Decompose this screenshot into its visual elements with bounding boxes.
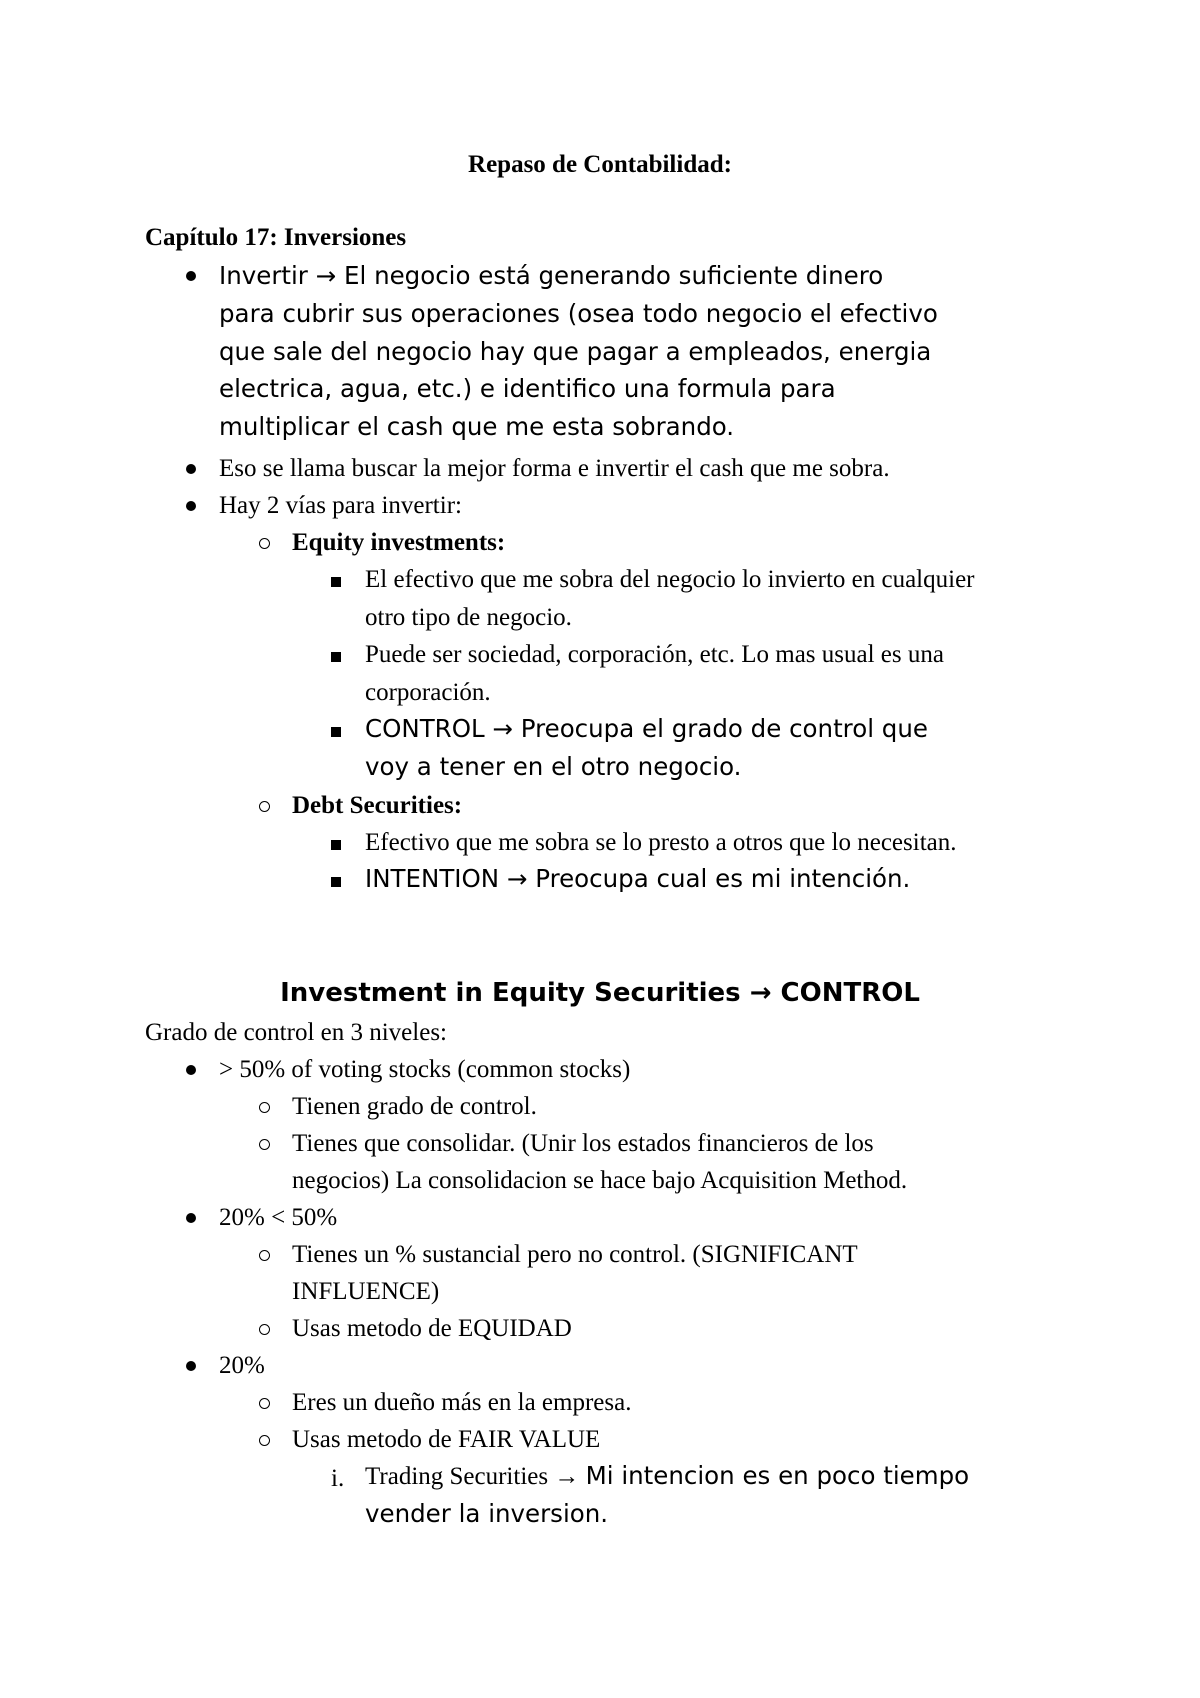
bullet-dot	[186, 1213, 196, 1223]
equity-item-line: corporación.	[365, 679, 491, 706]
level-detail: INFLUENCE)	[292, 1278, 440, 1305]
level-label: 20%	[219, 1352, 265, 1379]
bullet-square	[331, 727, 341, 737]
section-intro: Grado de control en 3 niveles:	[145, 1019, 447, 1046]
equity-item-line: otro tipo de negocio.	[365, 604, 572, 631]
bullet-circle	[259, 1250, 270, 1261]
bullet-circle	[259, 1139, 270, 1150]
bullet-square	[331, 652, 341, 662]
document-title: Repaso de Contabilidad:	[468, 151, 732, 178]
level-detail: Tienes un % sustancial pero no control. (SIGNIFICANT	[292, 1241, 858, 1268]
debt-heading: Debt Securities:	[292, 792, 463, 819]
bullet-square	[331, 877, 341, 887]
intro-line-2: para cubrir sus operaciones (osea todo negocio el efectivo	[219, 299, 938, 328]
intro-line-4: electrica, agua, etc.) e identifico una formula para	[219, 374, 836, 403]
bullet-dot	[186, 501, 196, 511]
trading-securities-line	[365, 1461, 970, 1490]
intro-line-3: que sale del negocio hay que pagar a empleados, energia	[219, 337, 932, 366]
section-title: Investment in Equity Securities → CONTROL	[280, 978, 920, 1008]
level-detail: Usas metodo de FAIR VALUE	[292, 1426, 601, 1453]
bullet-circle	[259, 801, 270, 812]
bullet-dot	[186, 271, 196, 281]
bullet-circle	[259, 1324, 270, 1335]
intro-line-1: Invertir → El negocio está generando suficiente dinero	[219, 261, 884, 290]
trading-securities-line-2: vender la inversion.	[365, 1499, 609, 1528]
bullet-text: Hay 2 vías para invertir:	[219, 492, 462, 519]
bullet-square	[331, 840, 341, 850]
bullet-dot	[186, 1361, 196, 1371]
level-label: 20% < 50%	[219, 1204, 338, 1231]
bullet-dot	[186, 464, 196, 474]
list-number: i.	[331, 1465, 345, 1492]
bullet-circle	[259, 1398, 270, 1409]
equity-item-line: El efectivo que me sobra del negocio lo invierto en cualquier	[365, 566, 975, 593]
level-detail: Tienes que consolidar. (Unir los estados financieros de los	[292, 1130, 874, 1157]
bullet-circle	[259, 1435, 270, 1446]
bullet-circle	[259, 538, 270, 549]
bullet-square	[331, 577, 341, 587]
level-detail: Usas metodo de EQUIDAD	[292, 1315, 572, 1342]
equity-item-line: CONTROL → Preocupa el grado de control que	[365, 714, 928, 743]
intro-line-5: multiplicar el cash que me esta sobrando.	[219, 412, 735, 441]
trading-securities-label: Trading Securities →	[365, 1463, 586, 1490]
trading-securities-text: Mi intencion es en poco tiempo	[585, 1461, 970, 1490]
chapter-heading: Capítulo 17: Inversiones	[145, 224, 407, 251]
debt-item-line: INTENTION → Preocupa cual es mi intención.	[365, 864, 911, 893]
level-label: > 50% of voting stocks (common stocks)	[219, 1056, 631, 1083]
equity-item-line: Puede ser sociedad, corporación, etc. Lo mas usual es una	[365, 641, 944, 668]
level-detail: Eres un dueño más en la empresa.	[292, 1389, 632, 1416]
debt-item-line: Efectivo que me sobra se lo presto a otros que lo necesitan.	[365, 829, 957, 856]
equity-item-line: voy a tener en el otro negocio.	[365, 752, 742, 781]
equity-heading: Equity investments:	[292, 529, 506, 556]
level-detail: Tienen grado de control.	[292, 1093, 537, 1120]
bullet-dot	[186, 1065, 196, 1075]
bullet-text: Eso se llama buscar la mejor forma e invertir el cash que me sobra.	[219, 455, 890, 482]
level-detail: negocios) La consolidacion se hace bajo Acquisition Method.	[292, 1167, 908, 1194]
bullet-circle	[259, 1102, 270, 1113]
